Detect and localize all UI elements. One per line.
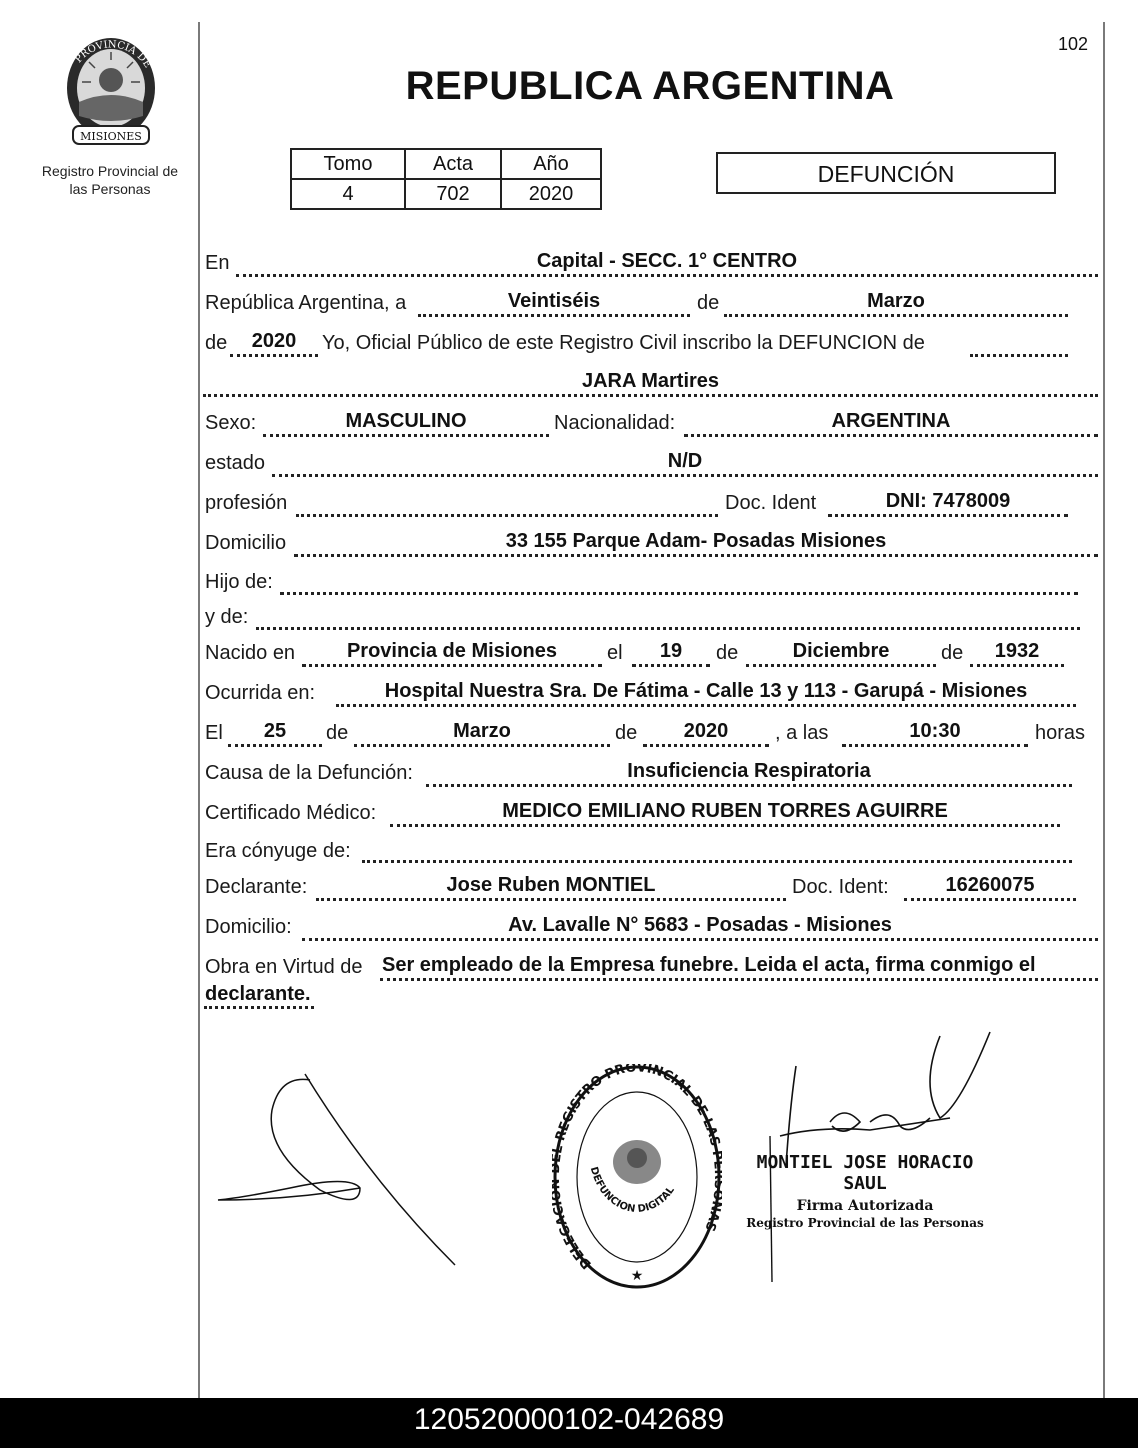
label-en: En [205, 252, 230, 274]
value-nacionalidad: ARGENTINA [831, 410, 951, 432]
value-def-anio: 2020 [683, 720, 729, 742]
official-block [740, 1152, 990, 1230]
label-de: de [941, 642, 964, 664]
right-margin-line [1103, 22, 1105, 1398]
dotted-line [390, 824, 1060, 827]
dotted-line [354, 744, 610, 747]
dotted-line [632, 664, 710, 667]
value-def-dia: 25 [263, 720, 287, 742]
value-nacido-en: Provincia de Misiones [346, 640, 558, 662]
official-name: MONTIEL JOSE HORACIO SAUL [756, 1152, 974, 1194]
value-anio: 2020 [251, 330, 297, 352]
label-de: de [326, 722, 349, 744]
label-certificado: Certificado Médico: [205, 802, 377, 824]
dotted-line [280, 592, 1078, 595]
dotted-line [842, 744, 1028, 747]
value-certificado: MEDICO EMILIANO RUBEN TORRES AGUIRRE [502, 800, 948, 822]
label-yo: Yo, Oficial Público de este Registro Civil inscribo la DEFUNCION de [322, 332, 925, 354]
dotted-line [256, 627, 1080, 630]
official-office: Registro Provincial de las Personas [746, 1216, 984, 1230]
dotted-line [204, 1006, 314, 1009]
record-type: DEFUNCIÓN [817, 161, 955, 187]
label-republica: República Argentina, a [205, 292, 407, 314]
label-de: de [716, 642, 739, 664]
register-header-row [291, 149, 601, 179]
label-conyuge: Era cónyuge de: [205, 840, 351, 862]
label-horas: horas [1035, 722, 1086, 744]
document-code: 120520000102-042689 [413, 1403, 725, 1436]
label-el-upper: El [205, 722, 223, 744]
register-value-acta: 702 [405, 179, 501, 209]
dotted-line [418, 314, 690, 317]
dotted-line [294, 554, 1098, 557]
label-causa: Causa de la Defunción: [205, 762, 413, 784]
value-nac-anio: 1932 [994, 640, 1040, 662]
dotted-line [970, 354, 1068, 357]
dotted-line [316, 898, 786, 901]
seal-text-top: PROVINCIA DE [73, 39, 154, 71]
value-obra-line-1: Ser empleado de la Empresa funebre. Leida el acta, firma conmigo el [382, 954, 1036, 976]
label-el: el [607, 642, 623, 664]
register-table [290, 148, 602, 210]
dotted-line [272, 474, 1098, 477]
value-sexo: MASCULINO [345, 410, 467, 432]
record-type-box [716, 152, 1056, 194]
stamp-outer-text: DELEGAC REGISTRO PROVINCIAL DE LAS AS [552, 1064, 722, 1272]
register-value-tomo: 4 [291, 179, 405, 209]
dotted-line [203, 394, 1098, 397]
label-declarante: Declarante: [205, 876, 308, 898]
label-profesion: profesión [205, 492, 288, 514]
value-estado: N/D [667, 450, 703, 472]
official-title: Firma Autorizada [796, 1198, 934, 1214]
label-nacido-en: Nacido en [205, 642, 296, 664]
seal-text-bottom: MISIONES [80, 130, 142, 143]
register-value-anio: 2020 [501, 179, 601, 209]
star-icon: ★ [630, 1267, 644, 1283]
value-lugar: Capital - SECC. 1° CENTRO [536, 250, 798, 272]
dotted-line [970, 664, 1064, 667]
value-declarante-doc: 16260075 [945, 874, 1035, 896]
value-nac-dia: 19 [659, 640, 683, 662]
label-a-las: , a las [775, 722, 829, 744]
left-margin-line [198, 22, 200, 1398]
label-doc-ident: Doc. Ident [725, 492, 817, 514]
dotted-line [236, 274, 1098, 277]
registry-name [20, 162, 200, 198]
dotted-line [230, 354, 318, 357]
registry-line-1: Registro Provincial de [41, 163, 179, 179]
register-header-acta: Acta [405, 149, 501, 179]
page-number: 102 [1058, 34, 1089, 54]
dotted-line [336, 704, 1076, 707]
value-declarante: Jose Ruben MONTIEL [446, 874, 656, 896]
dotted-line [904, 898, 1076, 901]
dotted-line [263, 434, 549, 437]
dotted-line [296, 514, 718, 517]
stamp-inner-text: DEFUNCION DIGITAL [587, 1165, 677, 1215]
value-ocurrida-en: Hospital Nuestra Sra. De Fátima - Calle 13 y 113 - Garupá - Misiones [384, 680, 1028, 702]
dotted-line [746, 664, 936, 667]
dotted-line [724, 314, 1068, 317]
declarant-signature [210, 1060, 470, 1270]
value-mes: Marzo [867, 290, 925, 312]
label-de: de [615, 722, 638, 744]
dotted-line [362, 860, 1072, 863]
value-domicilio: 33 155 Parque Adam- Posadas Misiones [505, 530, 887, 552]
register-value-row [291, 179, 601, 209]
dotted-line [228, 744, 322, 747]
dotted-line [380, 978, 1098, 981]
label-domicilio-declarante: Domicilio: [205, 916, 292, 938]
dotted-line [302, 938, 1098, 941]
label-nacionalidad: Nacionalidad: [554, 412, 676, 434]
label-de: de [205, 332, 228, 354]
value-obra-line-2: declarante. [205, 983, 311, 1005]
value-hora: 10:30 [909, 720, 961, 742]
dotted-line [302, 664, 602, 667]
value-nac-mes: Diciembre [792, 640, 890, 662]
provincial-seal [55, 30, 167, 150]
value-dia: Veintiséis [507, 290, 601, 312]
register-header-tomo: Tomo [291, 149, 405, 179]
dotted-line [643, 744, 769, 747]
registry-line-2: las Personas [69, 181, 151, 197]
value-doc-ident: DNI: 7478009 [885, 490, 1011, 512]
label-domicilio: Domicilio [205, 532, 287, 554]
dotted-line [828, 514, 1068, 517]
value-def-mes: Marzo [453, 720, 511, 742]
official-stamp [552, 1064, 722, 1290]
label-de: de [697, 292, 720, 314]
label-estado: estado [205, 452, 266, 474]
value-nombre: JARA Martires [581, 370, 720, 392]
value-declarante-domicilio: Av. Lavalle N° 5683 - Posadas - Misiones [508, 914, 892, 936]
dotted-line [684, 434, 1098, 437]
document-code-bar [0, 1398, 1138, 1448]
dotted-line [426, 784, 1072, 787]
label-obra: Obra en Virtud de [205, 956, 363, 978]
label-doc-ident-declarante: Doc. Ident: [792, 876, 889, 898]
label-hijo-de: Hijo de: [205, 571, 273, 593]
label-ocurrida-en: Ocurrida en: [205, 682, 316, 704]
label-sexo: Sexo: [205, 412, 257, 434]
page-title: REPUBLICA ARGENTINA [405, 64, 895, 108]
value-causa: Insuficiencia Respiratoria [627, 760, 871, 782]
label-y-de: y de: [205, 606, 249, 628]
register-header-anio: Año [501, 149, 601, 179]
